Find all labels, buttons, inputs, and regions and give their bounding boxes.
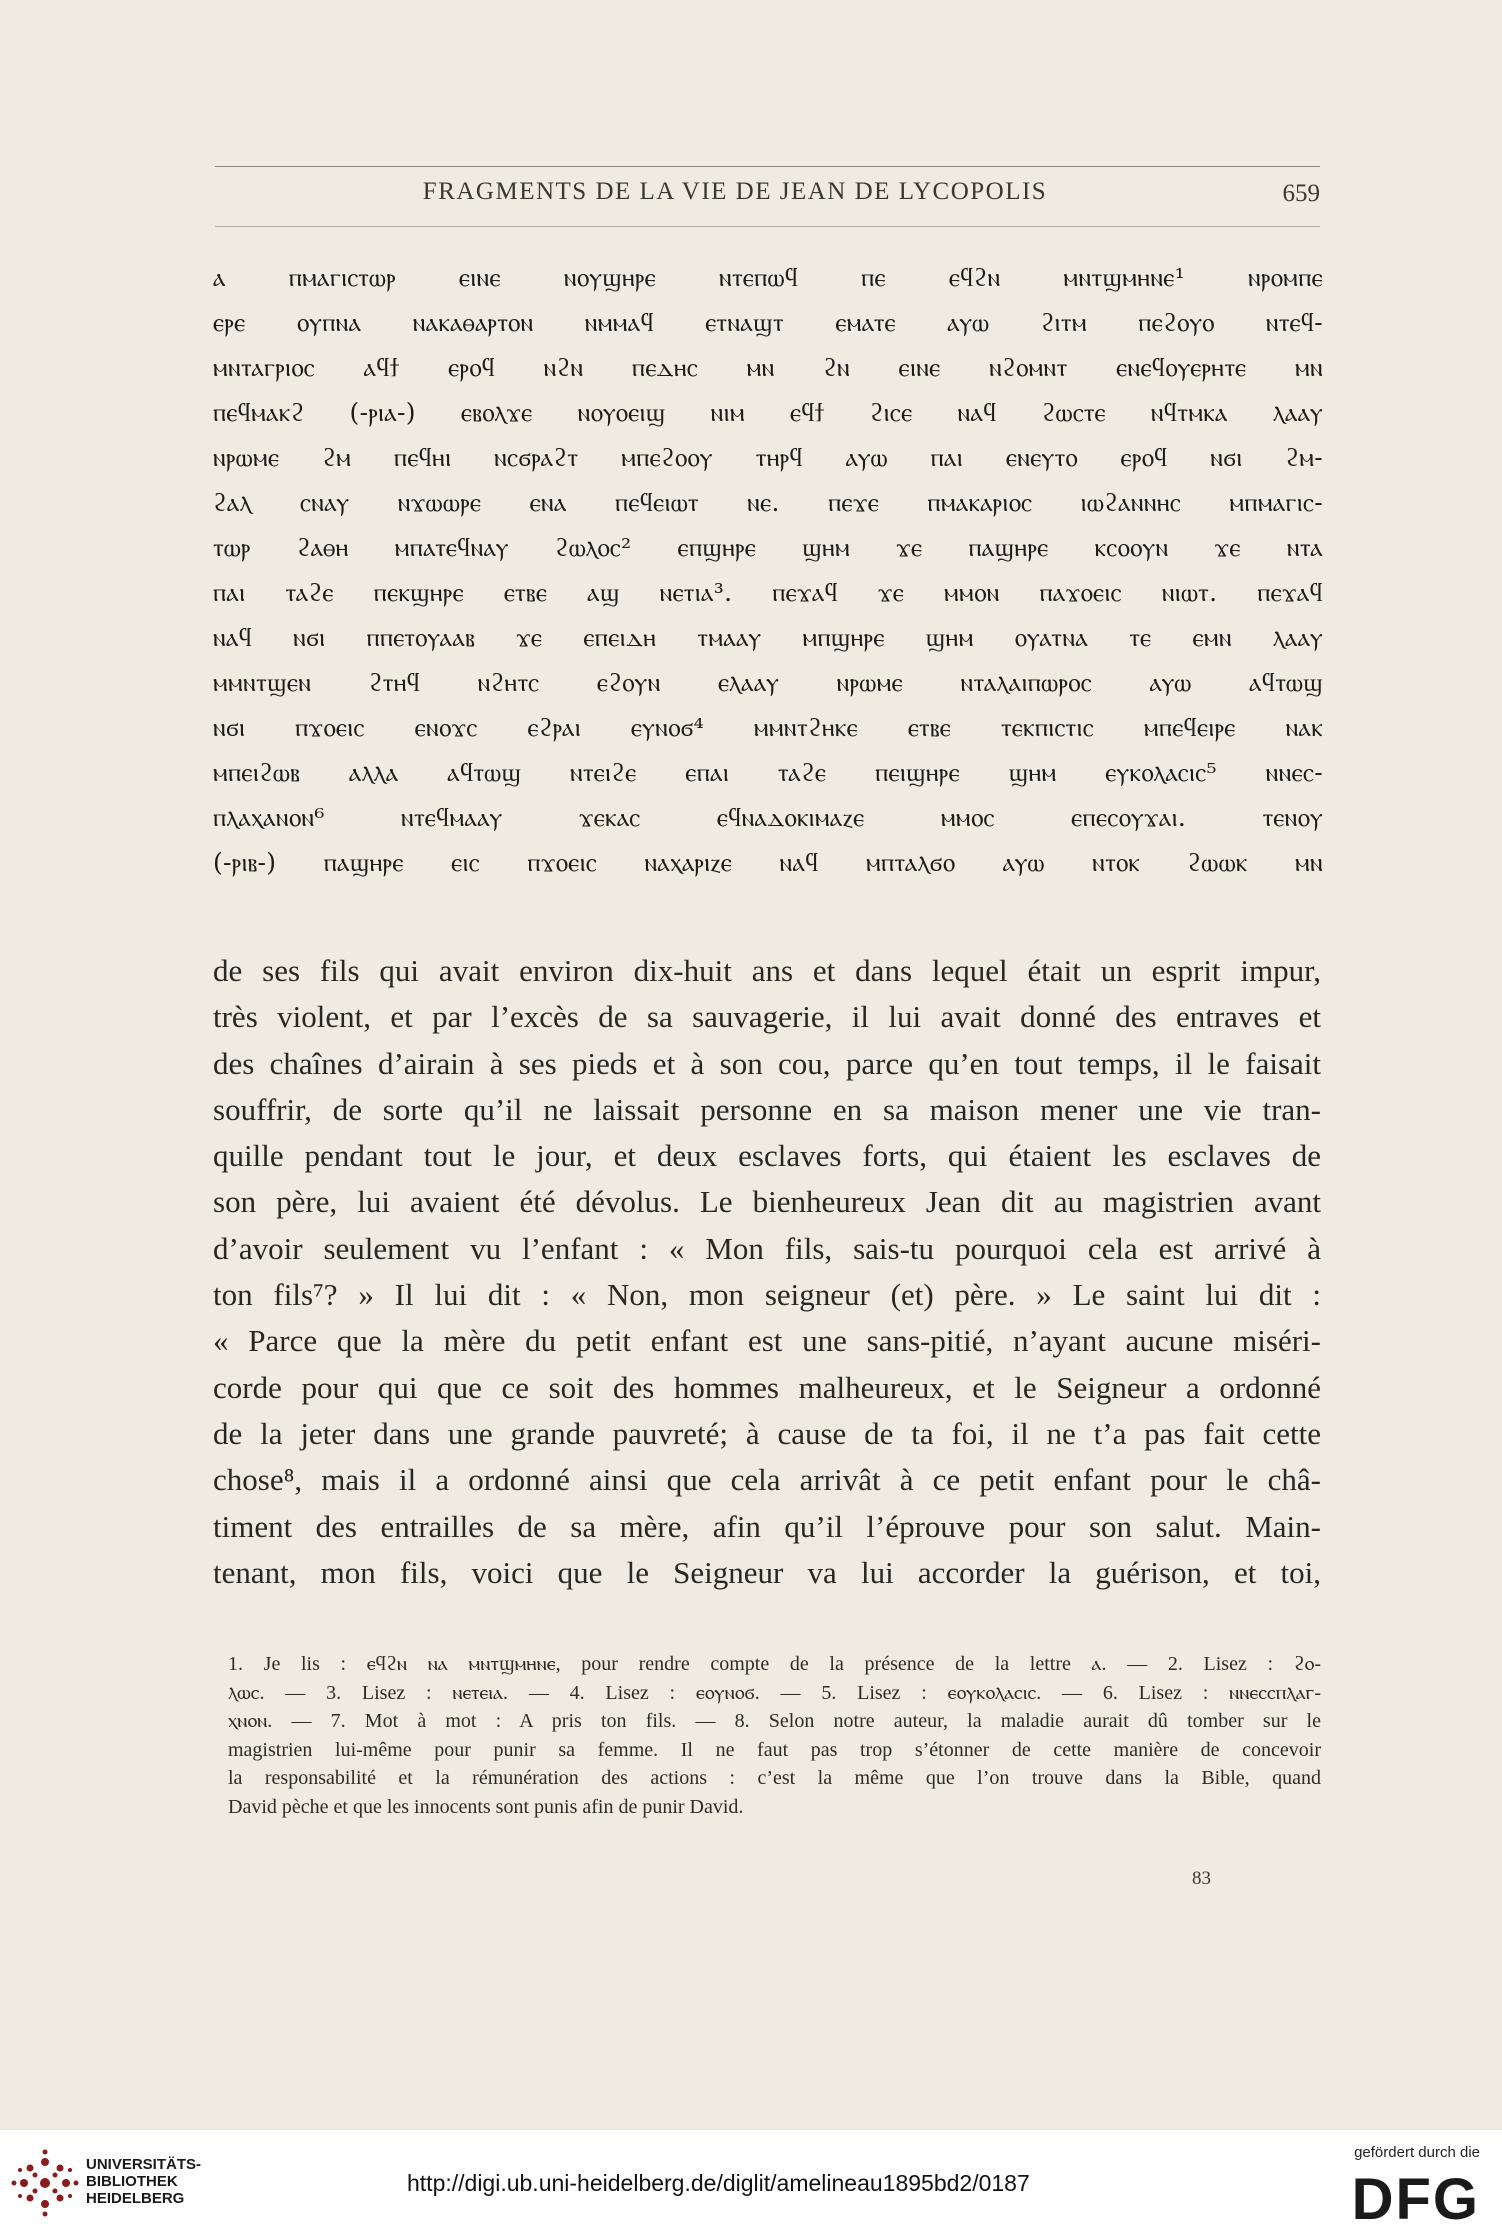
footnote-line: 1. Je lis : ⲉϥϩⲛ ⲛⲁ ⲙⲛⲧϣⲙⲏⲛⲉ, pour rendre compte de la présence de la lettre ⲁ. — 2. Lisez : ϩⲟ- (228, 1653, 1321, 1675)
page-number: 659 (1282, 180, 1320, 207)
translation-line: très violent, et par l’excès de sa sauvagerie, il lui avait donné des entraves et (213, 999, 1321, 1035)
coptic-line: ⲙⲛⲧⲁⲅⲣⲓⲟⲥ ⲁϥϯ ⲉⲣⲟϥ ⲛϩⲛ ⲡⲉⲇⲏⲥ ⲙⲛ ϩⲛ ⲉⲓⲛⲉ ⲛϩⲟⲙⲛⲧ ⲉⲛⲉϥⲟⲩⲉⲣⲏⲧⲉ ⲙⲛ (213, 353, 1323, 382)
coptic-line: ⲛϭⲓ ⲡϫⲟⲉⲓⲥ ⲉⲛⲟϫⲥ ⲉϩⲣⲁⲓ ⲉⲩⲛⲟϭ⁴ ⲙⲙⲛⲧϩⲏⲕⲉ ⲉⲧⲃⲉ ⲧⲉⲕⲡⲓⲥⲧⲓⲥ ⲙⲡⲉϥⲉⲓⲣⲉ ⲛⲁⲕ (213, 713, 1323, 742)
footnote-line: ⲗⲱⲥ. — 3. Lisez : ⲛⲉⲧⲉⲓⲁ. — 4. Lisez : ⲉⲟⲩⲛⲟϭ. — 5. Lisez : ⲉⲟⲩⲕⲟⲗⲁⲥⲓⲥ. — 6. Lisez : ⲛⲛⲉⲥⲥⲡⲗⲁⲅ- (228, 1681, 1321, 1704)
dfg-logo: DFG (1351, 2167, 1480, 2232)
running-title: FRAGMENTS DE LA VIE DE JEAN DE LYCOPOLIS (422, 178, 1048, 205)
translation-line: « Parce que la mère du petit enfant est une sans-pitié, n’ayant aucune miséri- (213, 1323, 1321, 1359)
coptic-line: ⲧⲱⲣ ϩⲁⲑⲏ ⲙⲡⲁⲧⲉϥⲛⲁⲩ ϩⲱⲗⲟⲥ² ⲉⲡϣⲏⲣⲉ ϣⲏⲙ ϫⲉ ⲡⲁϣⲏⲣⲉ ⲕⲥⲟⲟⲩⲛ ϫⲉ ⲛⲧⲁ (213, 533, 1323, 562)
coptic-line: ϩⲁⲗ ⲥⲛⲁⲩ ⲛϫⲱⲱⲣⲉ ⲉⲛⲁ ⲡⲉϥⲉⲓⲱⲧ ⲛⲉ. ⲡⲉϫⲉ ⲡⲙⲁⲕⲁⲣⲓⲟⲥ ⲓⲱϩⲁⲛⲛⲏⲥ ⲙⲡⲙⲁⲅⲓⲥ- (213, 488, 1323, 517)
coptic-line: ⲙⲡⲉⲓϩⲱⲃ ⲁⲗⲗⲁ ⲁϥⲧⲱϣ ⲛⲧⲉⲓϩⲉ ⲉⲡⲁⲓ ⲧⲁϩⲉ ⲡⲉⲓϣⲏⲣⲉ ϣⲏⲙ ⲉⲩⲕⲟⲗⲁⲥⲓⲥ⁵ ⲛⲛⲉⲥ- (213, 758, 1323, 787)
translation-line: tenant, mon fils, voici que le Seigneur va lui accorder la guérison, et toi, (213, 1554, 1321, 1590)
library-seal-icon (10, 2148, 80, 2218)
coptic-line: ⲡⲗⲁⲭⲁⲛⲟⲛ⁶ ⲛⲧⲉϥⲙⲁⲁⲩ ϫⲉⲕⲁⲥ ⲉϥⲛⲁⲇⲟⲕⲓⲙⲁⲍⲉ ⲙⲙⲟⲥ ⲉⲡⲉⲥⲟⲩϫⲁⲓ. ⲧⲉⲛⲟⲩ (213, 803, 1323, 832)
library-name (86, 2156, 201, 2207)
footnote-line: magistrien lui-même pour punir sa femme. Il ne faut pas trop s’étonner de cette manière de concevoir (228, 1738, 1321, 1761)
coptic-line: ⲡⲁⲓ ⲧⲁϩⲉ ⲡⲉⲕϣⲏⲣⲉ ⲉⲧⲃⲉ ⲁϣ ⲛⲉⲧⲓⲁ³. ⲡⲉϫⲁϥ ϫⲉ ⲙⲙⲟⲛ ⲡⲁϫⲟⲉⲓⲥ ⲛⲓⲱⲧ. ⲡⲉϫⲁϥ (213, 578, 1323, 607)
footnote-line: la responsabilité et la rémunération des actions : c’est la même que l’on trouve dans la Bible, quand (228, 1767, 1321, 1790)
footnotes-block (228, 1650, 1321, 1822)
translation-line: ton fils⁷? » Il lui dit : « Non, mon seigneur (et) père. » Le saint lui dit : (213, 1277, 1321, 1313)
french-translation-block (213, 948, 1321, 1596)
library-name-line: BIBLIOTHEK (86, 2173, 178, 2190)
coptic-line: ⲛⲁϥ ⲛϭⲓ ⲡⲡⲉⲧⲟⲩⲁⲁⲃ ϫⲉ ⲉⲡⲉⲓⲇⲏ ⲧⲙⲁⲁⲩ ⲙⲡϣⲏⲣⲉ ϣⲏⲙ ⲟⲩⲁⲧⲛⲁ ⲧⲉ ⲉⲙⲛ ⲗⲁⲁⲩ (213, 623, 1323, 652)
coptic-line: ⲛⲣⲱⲙⲉ ϩⲙ ⲡⲉϥⲏⲓ ⲛⲥϭⲣⲁϩⲧ ⲙⲡⲉϩⲟⲟⲩ ⲧⲏⲣϥ ⲁⲩⲱ ⲡⲁⲓ ⲉⲛⲉⲩⲧⲟ ⲉⲣⲟϥ ⲛϭⲓ ϩⲙ- (213, 443, 1323, 472)
translation-line: de ses fils qui avait environ dix-huit ans et dans lequel était un esprit impur, (213, 953, 1321, 988)
footnote-line: ⲭⲛⲟⲛ. — 7. Mot à mot : A pris ton fils. — 8. Selon notre auteur, la maladie aurait dû tomber sur le (228, 1710, 1321, 1733)
running-header (215, 176, 1320, 216)
footnote-line: David pèche et que les innocents sont punis afin de punir David. (228, 1795, 744, 1818)
coptic-text-block (213, 255, 1323, 885)
library-name-line: HEIDELBERG (86, 2190, 185, 2207)
library-name-line: UNIVERSITÄTS- (86, 2156, 202, 2173)
translation-line: d’avoir seulement vu l’enfant : « Mon fils, sais-tu pourquoi cela est arrivé à (213, 1230, 1321, 1266)
translation-line: son père, lui avaient été dévolus. Le bienheureux Jean dit au magistrien avant (213, 1184, 1321, 1220)
translation-line: timent des entrailles de sa mère, afin qu’il l’éprouve pour son salut. Main- (213, 1508, 1321, 1544)
translation-line: de la jeter dans une grande pauvreté; à cause de ta foi, il ne t’a pas fait cette (213, 1415, 1321, 1451)
coptic-line: ⲙⲙⲛⲧϣⲉⲛ ϩⲧⲏϥ ⲛϩⲏⲧⲥ ⲉϩⲟⲩⲛ ⲉⲗⲁⲁⲩ ⲛⲣⲱⲙⲉ ⲛⲧⲁⲗⲁⲓⲡⲱⲣⲟⲥ ⲁⲩⲱ ⲁϥⲧⲱϣ (213, 668, 1323, 697)
signature-mark: 83 (1192, 1868, 1211, 1889)
permalink-url[interactable]: http://digi.ub.uni-heidelberg.de/diglit/amelineau1895bd2/0187 (407, 2170, 1030, 2196)
funded-by-label: gefördert durch die (1354, 2144, 1480, 2161)
coptic-line: ⲁ ⲡⲙⲁⲅⲓⲥⲧⲱⲣ ⲉⲓⲛⲉ ⲛⲟⲩϣⲏⲣⲉ ⲛⲧⲉⲡⲱϥ ⲡⲉ ⲉϥϩⲛ ⲙⲛⲧϣⲙⲏⲛⲉ¹ ⲛⲣⲟⲙⲡⲉ (213, 263, 1323, 292)
translation-line: souffrir, de sorte qu’il ne laissait personne en sa maison mener une vie tran- (213, 1091, 1321, 1127)
coptic-line: ⲉⲣⲉ ⲟⲩⲡⲛⲁ ⲛⲁⲕⲁⲑⲁⲣⲧⲟⲛ ⲛⲙⲙⲁϥ ⲉⲧⲛⲁϣⲧ ⲉⲙⲁⲧⲉ ⲁⲩⲱ ϩⲓⲧⲙ ⲡⲉϩⲟⲩⲟ ⲛⲧⲉϥ- (213, 308, 1323, 337)
header-subrule (215, 226, 1320, 227)
translation-line: des chaînes d’airain à ses pieds et à son cou, parce qu’en tout temps, il le faisait (213, 1045, 1321, 1081)
translation-line: corde pour qui que ce soit des hommes malheureux, et le Seigneur a ordonné (213, 1369, 1321, 1405)
digitization-footer (0, 2130, 1502, 2239)
translation-line: quille pendant tout le jour, et deux esclaves forts, qui étaient les esclaves de (213, 1138, 1321, 1174)
coptic-line: ⲡⲉϥⲙⲁⲕϩ (-ⲣⲓⲁ-) ⲉⲃⲟⲗϫⲉ ⲛⲟⲩⲟⲉⲓϣ ⲛⲓⲙ ⲉϥϯ ϩⲓⲥⲉ ⲛⲁϥ ϩⲱⲥⲧⲉ ⲛϥⲧⲙⲕⲁ ⲗⲁⲁⲩ (213, 398, 1323, 427)
translation-line: chose⁸, mais il a ordonné ainsi que cela arrivât à ce petit enfant pour le châ- (213, 1462, 1321, 1498)
coptic-line: (-ⲣⲓⲃ-) ⲡⲁϣⲏⲣⲉ ⲉⲓⲥ ⲡϫⲟⲉⲓⲥ ⲛⲁⲭⲁⲣⲓⲍⲉ ⲛⲁϥ ⲙⲡⲧⲁⲗϭⲟ ⲁⲩⲱ ⲛⲧⲟⲕ ϩⲱⲱⲕ ⲙⲛ (213, 848, 1323, 877)
header-rule (215, 166, 1320, 167)
